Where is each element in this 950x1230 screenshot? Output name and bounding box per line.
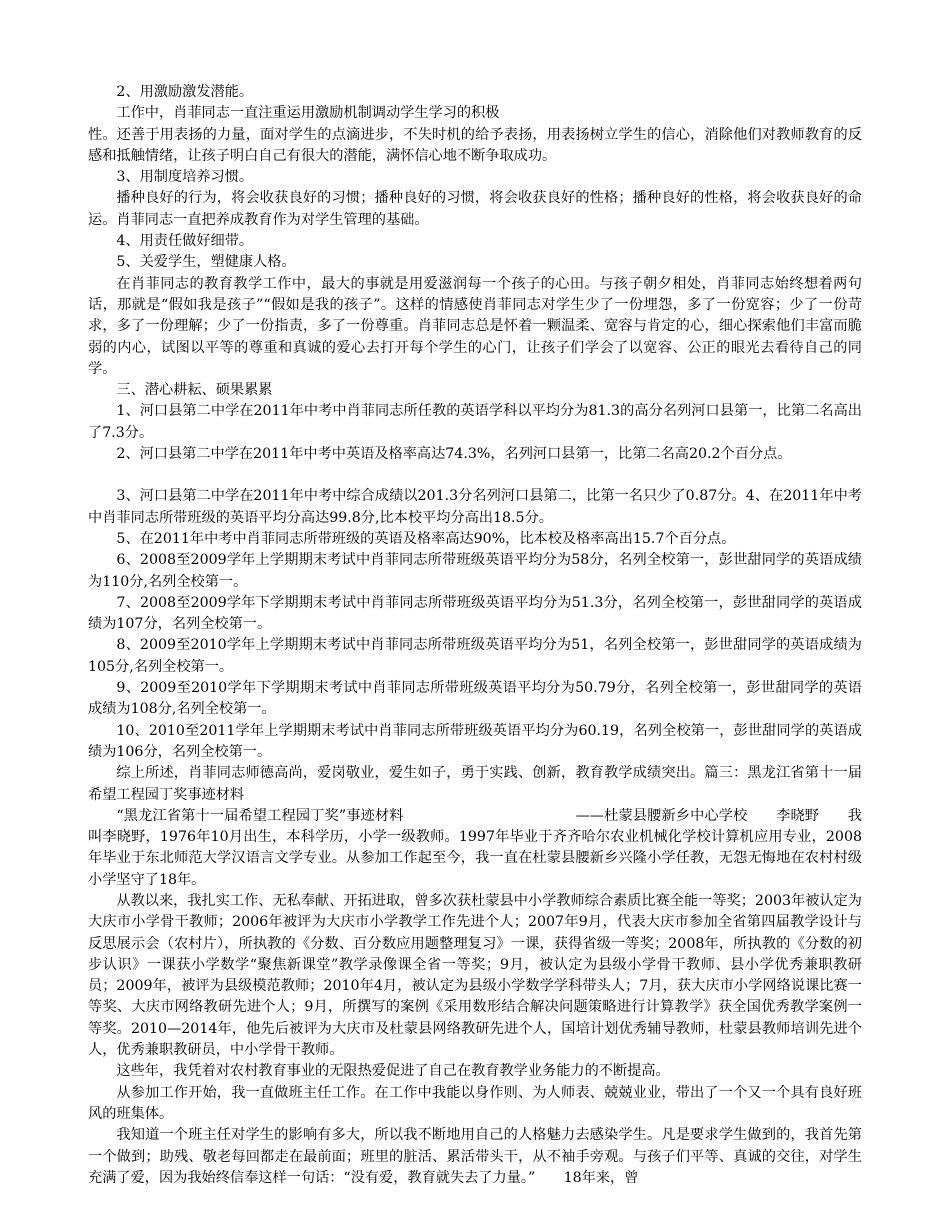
paragraph: 2、用激励激发潜能。 <box>116 84 254 100</box>
paragraph: 10、2010至2011学年上学期期末考试中肖菲同志所带班级英语平均分为60.19，名列全校第一，彭世甜同学的英语成绩为106分，名列全校第一。 <box>88 722 862 760</box>
paragraph: 5、在2011年中考中肖菲同志所带班级的英语及格率高达90%，比本校及格率高出15.7个百分点。 <box>116 530 736 547</box>
paragraph: 3、河口县第二中学在2011年中考中综合成绩以201.3分名列河口县第二，比第一名只少了0.87分。4、在2011年中考中肖菲同志所带班级的英语平均分高达99.8分,比本校平均分高出18.5分。 <box>88 488 862 526</box>
paragraph: 播种良好的行为，将会收获良好的习惯；播种良好的习惯，将会收获良好的性格；播种良好的性格，将会收获良好的命运。肖菲同志一直把养成教育作为对学生管理的基础。 <box>88 190 862 228</box>
paragraph: 5、关爱学生，塑健康人格。 <box>116 254 296 271</box>
paragraph: 2、河口县第二中学在2011年中考中英语及格率高达74.3%，名列河口县第一，比第二名高20.2个百分点。 <box>116 446 792 463</box>
document-body <box>88 82 862 1189</box>
paragraph: 性。还善于用表扬的力量，面对学生的点滴进步，不失时机的给予表扬，用表扬树立学生的信心，消除他们对教师教育的反感和抵触情绪，让孩子明白自己有很大的潜能，满怀信心地不断争取成功。 <box>88 126 862 164</box>
paragraph: 8、2009至2010学年上学期期末考试中肖菲同志所带班级英语平均分为51，名列全校第一，彭世甜同学的英语成绩为105分,名列全校第一。 <box>88 637 862 675</box>
paragraph: 3、用制度培养习惯。 <box>116 169 254 186</box>
paragraph: 4、用责任做好细带。 <box>116 233 254 250</box>
paragraph: 这些年，我凭着对农村教育事业的无限热爱促进了自己在教育教学业务能力的不断提高。 <box>116 1063 670 1080</box>
paragraph: 在肖菲同志的教育教学工作中，最大的事就是用爱滋润每一个孩子的心田。与孩子朝夕相处，肖菲同志始终想着两句话，那就是“假如我是孩子”“假如是我的孩子”。这样的情感使肖菲同志对学生少了一份埋怨，多了一份宽容；少了一份苛求，多了一份理解；少了一份指责，多了一份尊重。肖菲同志总是怀着一颗温柔、宽容与肯定的心，细心探索他们丰富而脆弱的内心，试图以平等的尊重和真诚的爱心去打开每个学生的心门，让孩子们学会了以宽容、公正的眼光去看待自己的同学。 <box>88 275 862 377</box>
paragraph: 综上所述，肖菲同志师德高尚，爱岗敬业，爱生如子，勇于实践、创新，教育教学成绩突出。篇三：黑龙江省第十一届希望工程园丁奖事迹材料 <box>88 765 862 803</box>
blank-line <box>88 465 862 486</box>
paragraph: 1、河口县第二中学在2011年中考中肖菲同志所任教的英语学科以平均分为81.3的高分名列河口县第一，比第二名高出了7.3分。 <box>88 403 862 441</box>
paragraph: 工作中，肖菲同志一直注重运用激励机制调动学生学习的积极 <box>116 105 500 122</box>
paragraph: 从教以来，我扎实工作、无私奉献、开拓进取，曾多次获杜蒙县中小学教师综合素质比赛全能一等奖；2003年被认定为大庆市小学骨干教师；2006年被评为大庆市小学教学工作先进个人；2007年9月，代表大庆市参加全省第四届教学设计与反思展示会（农村片），所执教的《分数、百分数应用题整理复习》一课，获得省级一等奖；2008年，所执教的《分数的初步认识》一课获小学数学“聚焦新课堂”教学录像课全省一等奖；9月，被认定为县级小学骨干教师、县小学优秀兼职教研员；2009年，被评为县级模范教师；2010年4月，被认定为县级小学数学学科带头人；7月，获大庆市小学网络说课比赛一等奖、大庆市网络教研先进个人；9月，所撰写的案例《采用数形结合解决问题策略进行计算教学》获全国优秀教学案例一等奖。2010—2014年，他先后被评为大庆市及杜蒙县网络教研先进个人，国培计划优秀辅导教师，杜蒙县教师培训先进个人，优秀兼职教研员，中小学骨干教师。 <box>88 892 862 1059</box>
paragraph: 6、2008至2009学年上学期期末考试中肖菲同志所带班级英语平均分为58分，名列全校第一，彭世甜同学的英语成绩为110分,名列全校第一。 <box>88 552 862 590</box>
paragraph: 从参加工作开始，我一直做班主任工作。在工作中我能以身作则、为人师表、兢兢业业，带出了一个又一个具有良好班风的班集体。 <box>88 1084 862 1122</box>
paragraph: 7、2008至2009学年下学期期末考试中肖菲同志所带班级英语平均分为51.3分，名列全校第一，彭世甜同学的英语成绩为107分，名列全校第一。 <box>88 594 862 633</box>
paragraph: 我知道一个班主任对学生的影响有多大，所以我不断地用自己的人格魅力去感染学生。凡是要求学生做到的，我首先第一个做到；助残、敬老每回都走在最前面；班里的脏活、累活带头干，从不袖手旁观。与孩子们平等、真诚的交往，对学生充满了爱，因为我始终信奉这样一句话：“没有爱，教育就失去了力量。” 18年来，曾 <box>88 1127 862 1186</box>
paragraph: “黑龙江省第十一届希望工程园丁奖”事迹材料 ——杜蒙县腰新乡中心学校 李晓野 我叫李晓野，1976年10月出生，本科学历，小学一级教师。1997年毕业于齐齐哈尔农业机械化学校计算机应用专业，2008年毕业于东北师范大学汉语言文学专业。从参加工作起至今，我一直在杜蒙县腰新乡兴隆小学任教，无怨无悔地在农村村级小学坚守了18年。 <box>88 807 862 888</box>
section-heading: 三、潜心耕耘、硕果累累 <box>116 382 273 399</box>
paragraph: 9、2009至2010学年下学期期末考试中肖菲同志所带班级英语平均分为50.79分，名列全校第一，彭世甜同学的英语成绩为108分,名列全校第一。 <box>88 680 862 718</box>
